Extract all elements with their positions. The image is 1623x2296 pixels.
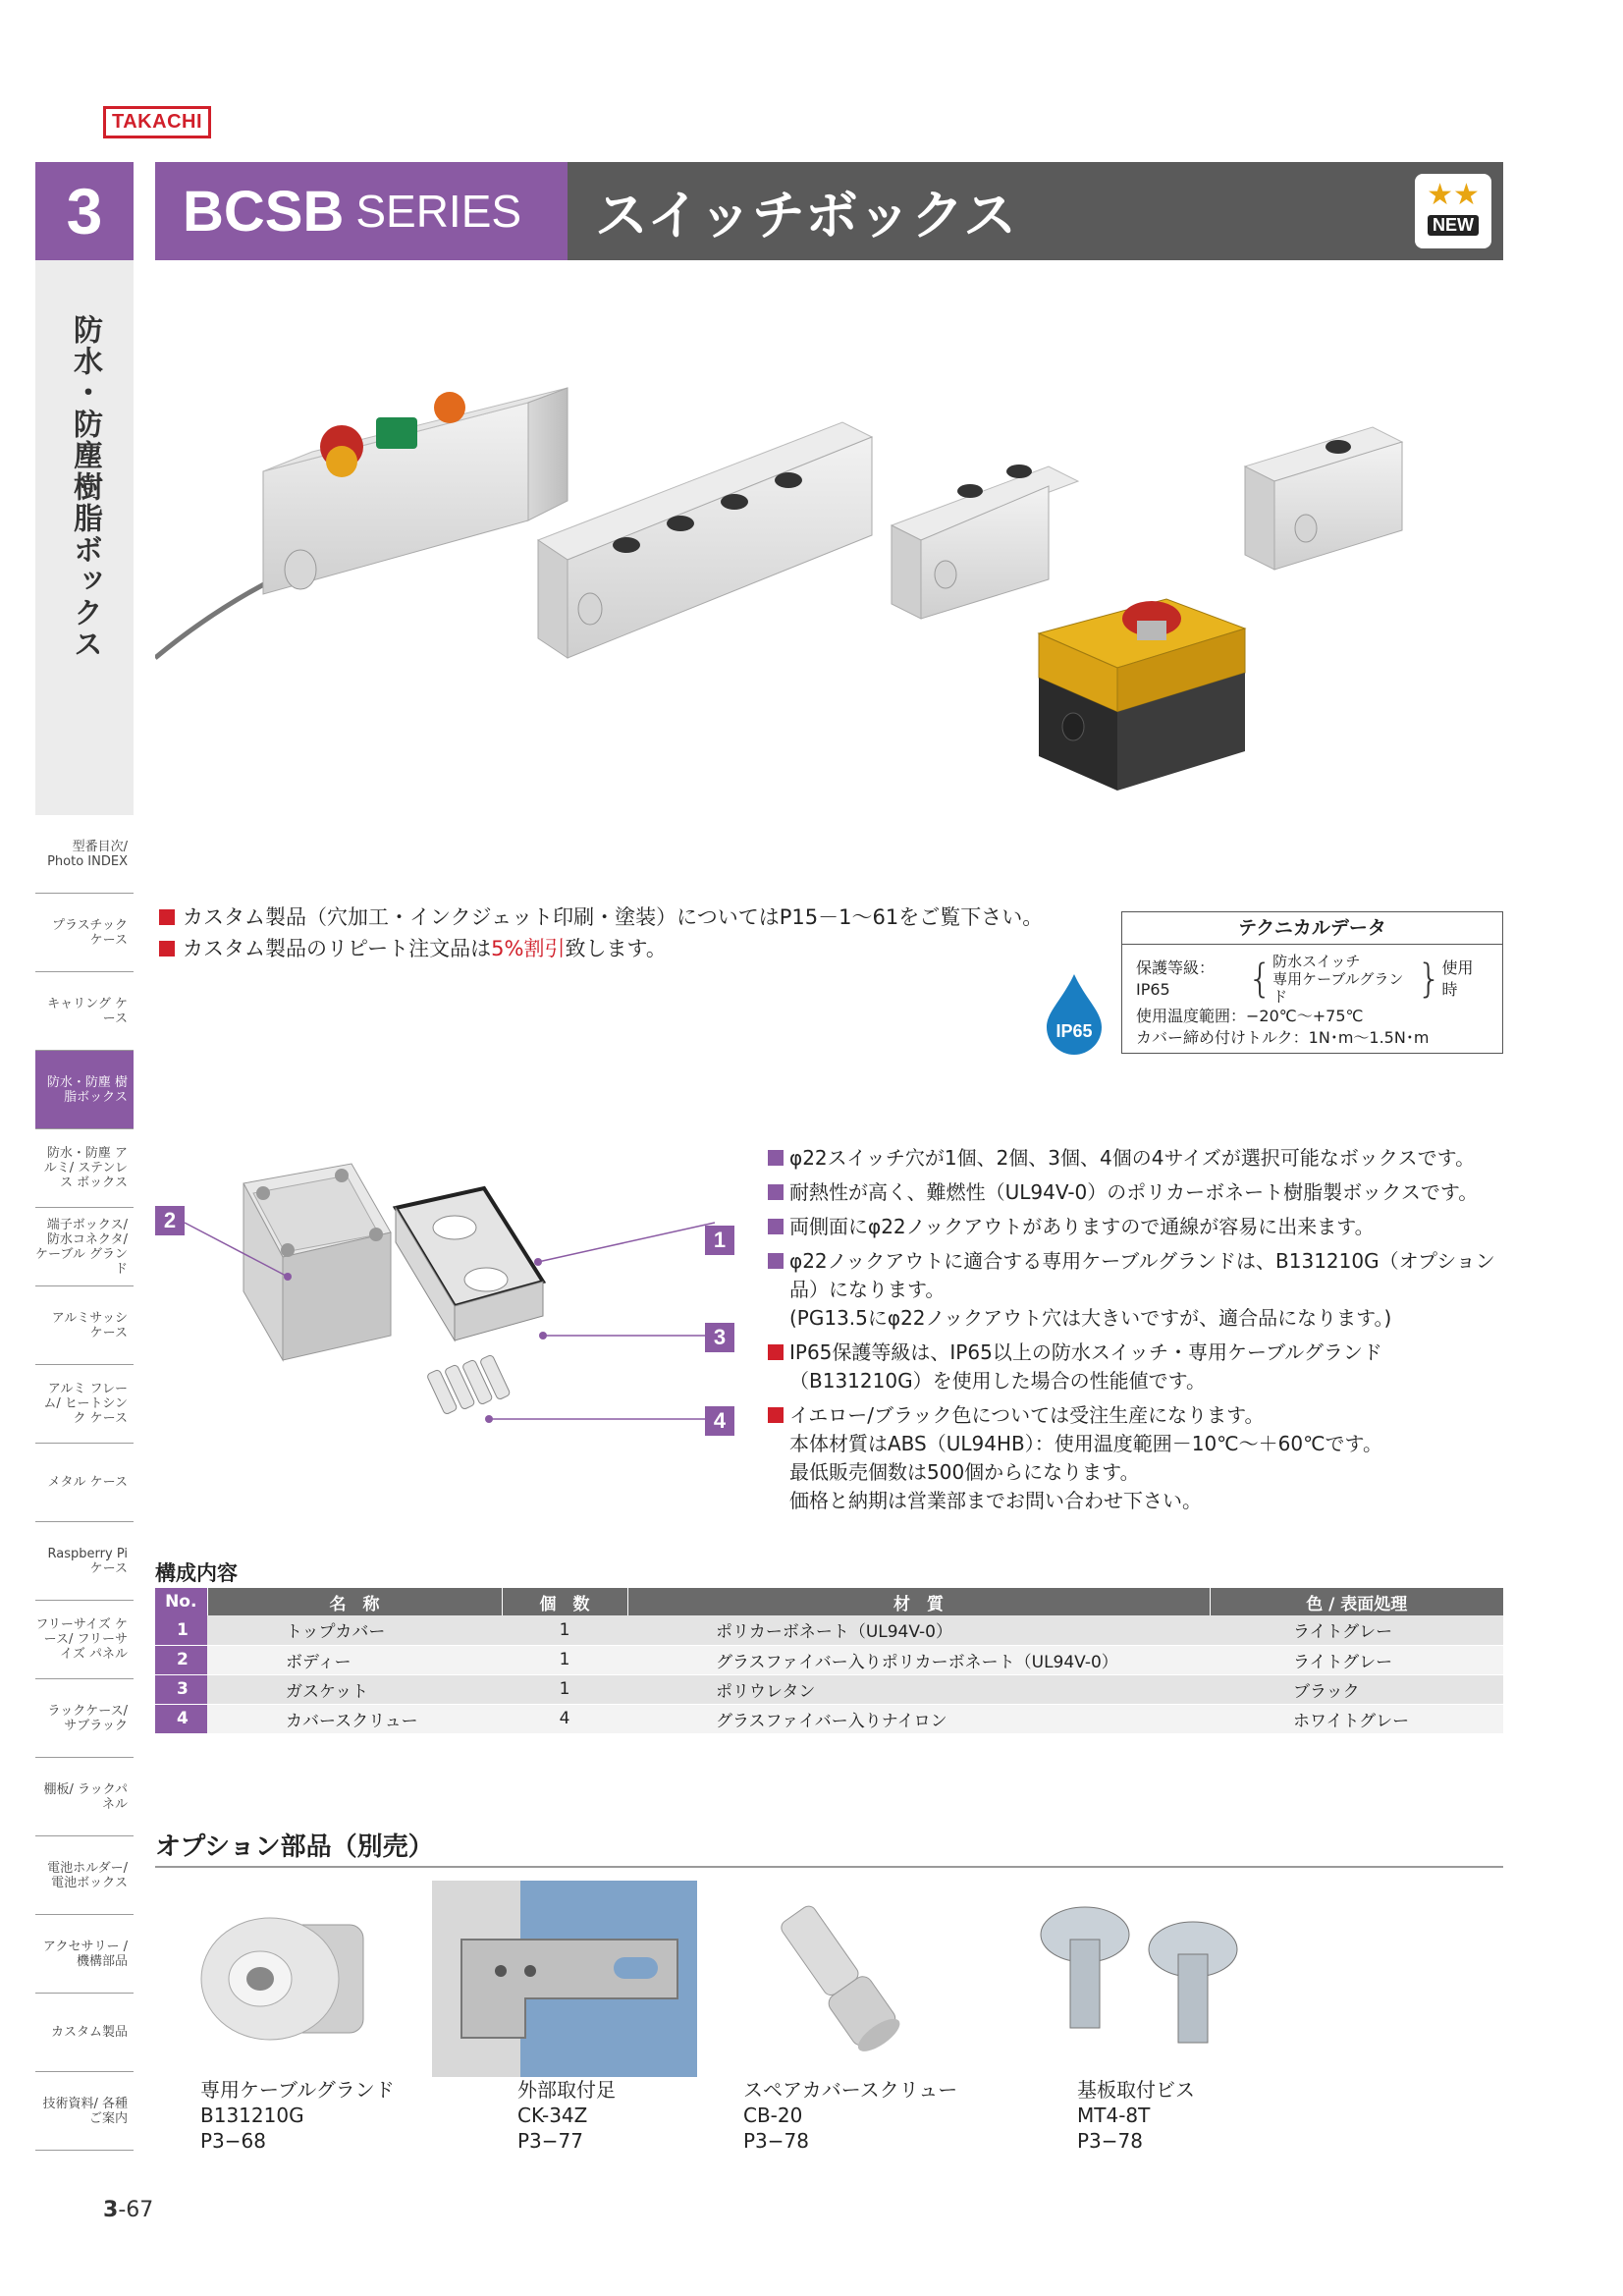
technical-data-box	[1121, 911, 1503, 1054]
nav-item[interactable]: アルミ フレーム/ ヒートシンク ケース	[35, 1365, 134, 1444]
protection-label: 保護等級：IP65	[1136, 958, 1216, 999]
feature-text: φ22スイッチ穴が1個、2個、3個、4個の4サイズが選択可能なボックスです。	[789, 1146, 1476, 1170]
series-header	[155, 162, 568, 260]
option-code: B131210G	[200, 2104, 304, 2127]
feature-item	[768, 1213, 1504, 1241]
page-chapter: 3	[103, 2198, 119, 2222]
callout-4: 4	[705, 1406, 734, 1436]
new-badge	[1415, 174, 1491, 248]
chapter-vertical-title: 防水・防塵樹脂ボックス	[68, 314, 102, 660]
table-cell: ボディー	[207, 1645, 502, 1674]
option-name: スペアカバースクリュー	[743, 2078, 958, 2102]
options-divider	[155, 1866, 1503, 1868]
option-page: P3−68	[200, 2129, 266, 2153]
nav-item[interactable]: メタル ケース	[35, 1444, 134, 1522]
table-cell: グラスファイバー入りポリカーボネート（UL94V-0）	[627, 1645, 1210, 1674]
table-row	[155, 1645, 1503, 1674]
nav-item[interactable]: 型番目次/ Photo INDEX	[35, 815, 134, 894]
feature-item	[768, 1401, 1504, 1515]
option-code: CB-20	[743, 2104, 803, 2127]
nav-item[interactable]: Raspberry Piケース	[35, 1522, 134, 1601]
table-cell: ライトグレー	[1210, 1615, 1503, 1645]
page-number: 3-67	[103, 2198, 154, 2222]
custom-notes	[159, 902, 1043, 964]
option-name: 基板取付ビス	[1077, 2078, 1195, 2102]
bullet-icon	[768, 1184, 784, 1200]
bullet-icon	[159, 941, 175, 957]
bullet-icon	[768, 1344, 784, 1360]
ip65-label: IP65	[1055, 1021, 1093, 1041]
callout-3: 3	[705, 1323, 734, 1352]
board-screw-image	[1021, 1881, 1257, 2077]
feature-subtext: 本体材質はABS（UL94HB）：使用温度範囲－10℃～＋60℃です。	[789, 1432, 1382, 1455]
option-page: P3−78	[743, 2129, 809, 2153]
table-cell: ポリカーボネート（UL94V-0）	[627, 1615, 1210, 1645]
star-icon: ★★	[1427, 178, 1480, 212]
table-cell: 1	[155, 1615, 207, 1645]
ip65-drop-icon	[1043, 972, 1106, 1055]
nav-item[interactable]: 棚板/ ラックパネル	[35, 1758, 134, 1836]
cover-torque: カバー締め付けトルク：1N･m～1.5N･m	[1136, 1028, 1430, 1047]
table-cell: ホワイトグレー	[1210, 1704, 1503, 1733]
technical-data-title: テクニカルデータ	[1122, 912, 1502, 945]
feature-item	[768, 1178, 1504, 1207]
table-cell: ライトグレー	[1210, 1645, 1503, 1674]
feature-subtext: 最低販売個数は500個からになります。	[789, 1460, 1140, 1484]
note-text: カスタム製品（穴加工・インクジェット印刷・塗装）についてはP15－1～61をご覧下さい。	[183, 905, 1044, 929]
feature-text: φ22ノックアウトに適合する専用ケーブルグランドは、B131210G（オプション品）になります。	[789, 1249, 1495, 1301]
table-cell: ガスケット	[207, 1674, 502, 1704]
temperature-range: 使用温度範囲：−20℃～+75℃	[1136, 1007, 1364, 1025]
nav-item[interactable]: アルミサッシ ケース	[35, 1286, 134, 1365]
discount-text: 5%割引	[491, 937, 566, 960]
note-text: 致します。	[565, 937, 667, 960]
page-num: 67	[126, 2198, 154, 2222]
protection-item: 専用ケーブルグランド	[1272, 970, 1404, 1006]
title-header	[568, 162, 1503, 260]
composition-table	[155, 1588, 1503, 1734]
option-mounting-foot	[517, 2077, 616, 2154]
brace-close: }	[1417, 957, 1442, 1002]
col-header: 個 数	[502, 1588, 627, 1615]
options-title: オプション部品（別売）	[155, 1832, 434, 1862]
nav-item[interactable]: 防水・防塵 樹脂ボックス	[35, 1051, 134, 1129]
col-header: 材 質	[627, 1588, 1210, 1615]
table-cell: 1	[502, 1674, 627, 1704]
col-header: No.	[155, 1588, 207, 1615]
bullet-icon	[768, 1407, 784, 1423]
series-name: BCSB	[183, 179, 345, 244]
bullet-icon	[159, 909, 175, 925]
protection-suffix: 使用時	[1441, 958, 1474, 999]
callout-2: 2	[155, 1206, 185, 1235]
cover-screw-image	[746, 1881, 933, 2077]
table-cell: 4	[502, 1704, 627, 1733]
table-cell: 2	[155, 1645, 207, 1674]
nav-item[interactable]: 端子ボックス/ 防水コネクタ/ ケーブル グランド	[35, 1208, 134, 1286]
mounting-foot-image	[432, 1881, 697, 2077]
table-cell: ブラック	[1210, 1674, 1503, 1704]
feature-item	[768, 1339, 1504, 1395]
feature-text: IP65保護等級は、IP65以上の防水スイッチ・専用ケーブルグランド（B131210G）を使用した場合の性能値です。	[789, 1340, 1382, 1393]
table-row	[155, 1674, 1503, 1704]
note-text: カスタム製品のリピート注文品は	[183, 937, 492, 960]
col-header: 色 / 表面処理	[1210, 1588, 1503, 1615]
feature-subtext: (PG13.5にφ22ノックアウト穴は大きいですが、適合品になります。)	[789, 1306, 1392, 1330]
table-row	[155, 1704, 1503, 1733]
table-cell: 1	[502, 1615, 627, 1645]
brand-logo: TAKACHI	[103, 106, 211, 138]
bullet-icon	[768, 1150, 784, 1166]
page-title: スイッチボックス	[595, 184, 1017, 246]
brace-open: {	[1247, 957, 1273, 1002]
option-code: MT4-8T	[1077, 2104, 1151, 2127]
nav-item[interactable]: カスタム製品	[35, 1994, 134, 2072]
chapter-nav	[35, 815, 134, 2151]
feature-text: イエロー/ブラック色については受注生産になります。	[789, 1403, 1265, 1427]
protection-item: 防水スイッチ	[1272, 953, 1361, 970]
nav-item[interactable]: プラスチック ケース	[35, 894, 134, 972]
series-label: SERIES	[355, 186, 522, 237]
composition-title: 構成内容	[155, 1561, 238, 1585]
table-cell: ポリウレタン	[627, 1674, 1210, 1704]
nav-item[interactable]: 防水・防塵 アルミ/ ステンレス ボックス	[35, 1129, 134, 1208]
nav-item[interactable]: キャリング ケース	[35, 972, 134, 1051]
nav-item[interactable]: ラックケース/ サブラック	[35, 1679, 134, 1758]
nav-item[interactable]: 技術資料/ 各種ご案内	[35, 2072, 134, 2151]
nav-item[interactable]: アクセサリー /機構部品	[35, 1915, 134, 1994]
new-label: NEW	[1428, 215, 1479, 236]
option-page: P3−78	[1077, 2129, 1143, 2153]
table-row	[155, 1615, 1503, 1645]
table-cell: トップカバー	[207, 1615, 502, 1645]
option-name: 外部取付足	[517, 2078, 616, 2102]
nav-item[interactable]: フリーサイズ ケース/ フリーサイズ パネル	[35, 1601, 134, 1679]
chapter-number: 3	[35, 162, 134, 260]
feature-item	[768, 1144, 1504, 1173]
bullet-icon	[768, 1219, 784, 1234]
exploded-diagram	[155, 1144, 744, 1517]
option-code: CK-34Z	[517, 2104, 588, 2127]
feature-text: 耐熱性が高く、難燃性（UL94V-0）のポリカーボネート樹脂製ボックスです。	[789, 1180, 1479, 1204]
table-cell: 4	[155, 1704, 207, 1733]
table-cell: 3	[155, 1674, 207, 1704]
product-photo	[155, 363, 1503, 805]
table-cell: グラスファイバー入りナイロン	[627, 1704, 1210, 1733]
feature-list	[768, 1144, 1504, 1521]
option-page: P3−77	[517, 2129, 583, 2153]
nav-item[interactable]: 電池ホルダー/ 電池ボックス	[35, 1836, 134, 1915]
option-cover-screw	[743, 2077, 957, 2154]
option-name: 専用ケーブルグランド	[200, 2078, 395, 2102]
custom-note-2	[159, 933, 1043, 964]
table-cell: 1	[502, 1645, 627, 1674]
custom-note-1	[159, 902, 1043, 933]
feature-text: 両側面にφ22ノックアウトがありますので通線が容易に出来ます。	[789, 1215, 1375, 1238]
cable-gland-image	[177, 1881, 403, 2077]
col-header: 名 称	[207, 1588, 502, 1615]
bullet-icon	[768, 1253, 784, 1269]
feature-subtext: 価格と納期は営業部までお問い合わせ下さい。	[789, 1489, 1202, 1512]
feature-item	[768, 1247, 1504, 1333]
option-cable-gland	[200, 2077, 395, 2154]
table-cell: カバースクリュー	[207, 1704, 502, 1733]
callout-1: 1	[705, 1226, 734, 1255]
option-board-screw	[1077, 2077, 1195, 2154]
